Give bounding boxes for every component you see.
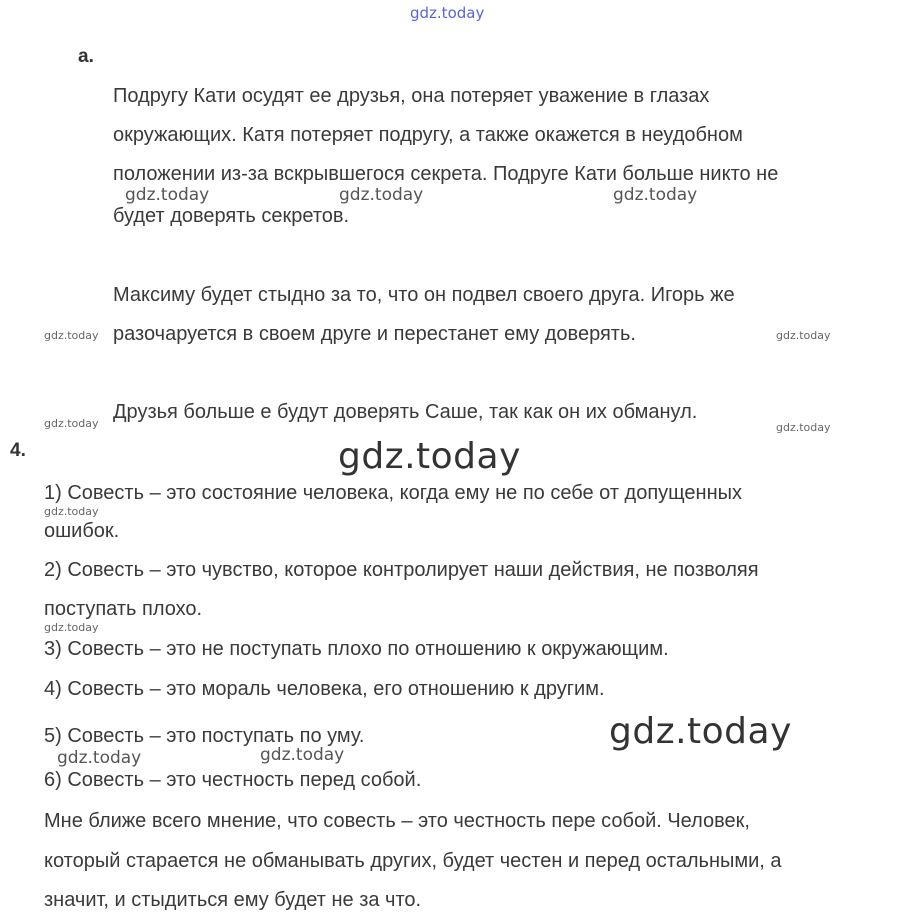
watermark: gdz.today bbox=[339, 185, 424, 205]
section-a-para2-line1: Максиму будет стыдно за то, что он подвел своего друга. Игорь же bbox=[113, 284, 735, 306]
section-4-conclusion-line3: значит, и стыдиться ему будет не за что. bbox=[44, 889, 422, 911]
watermark: gdz.today bbox=[776, 421, 831, 434]
watermark: gdz.today bbox=[44, 621, 99, 634]
section-4-item-line: 4) Совесть – это мораль человека, его отношению к другим. bbox=[44, 678, 605, 700]
watermark-top: gdz.today bbox=[410, 4, 485, 22]
section-a-para3-line1: Друзья больше е будут доверять Саше, так как он их обманул. bbox=[113, 401, 698, 423]
watermark: gdz.today bbox=[260, 745, 345, 765]
section-4-item-line: 3) Совесть – это не поступать плохо по отношению к окружающим. bbox=[44, 638, 669, 660]
watermark: gdz.today bbox=[57, 748, 142, 768]
section-a-label: а. bbox=[78, 46, 94, 67]
section-a-para1-line2: окружающих. Катя потеряет подругу, а также окажется в неудобном bbox=[113, 124, 743, 146]
section-a-para2-line2: разочаруется в своем друге и перестанет ему доверять. bbox=[113, 323, 636, 345]
section-4-item-line: 1) Совесть – это состояние человека, когда ему не по себе от допущенных bbox=[44, 482, 742, 504]
watermark: gdz.today bbox=[44, 505, 99, 518]
section-a-para1-line1: Подругу Кати осудят ее друзья, она потеряет уважение в глазах bbox=[113, 85, 710, 107]
section-4-label: 4. bbox=[10, 440, 26, 461]
section-4-item-line: поступать плохо. bbox=[44, 598, 203, 620]
watermark: gdz.today bbox=[44, 329, 99, 342]
watermark: gdz.today bbox=[125, 185, 210, 205]
section-4-item-line: 5) Совесть – это поступать по уму. bbox=[44, 725, 365, 747]
watermark: gdz.today bbox=[613, 185, 698, 205]
section-a-para1-line4: будет доверять секретов. bbox=[113, 205, 350, 227]
watermark: gdz.today bbox=[44, 417, 99, 430]
section-4-conclusion-line2: который старается не обманывать других, будет честен и перед остальными, а bbox=[44, 850, 782, 872]
watermark-large: gdz.today bbox=[338, 436, 521, 477]
section-4-item-line: 6) Совесть – это честность перед собой. bbox=[44, 769, 422, 791]
watermark-large: gdz.today bbox=[609, 711, 792, 752]
section-4-item-line: 2) Совесть – это чувство, которое контролирует наши действия, не позволяя bbox=[44, 559, 759, 581]
watermark: gdz.today bbox=[776, 329, 831, 342]
section-4-item-line: ошибок. bbox=[44, 520, 120, 542]
section-a-para1-line3: положении из-за вскрывшегося секрета. Подруге Кати больше никто не bbox=[113, 163, 779, 185]
section-4-conclusion-line1: Мне ближе всего мнение, что совесть – это честность пере собой. Человек, bbox=[44, 810, 750, 832]
